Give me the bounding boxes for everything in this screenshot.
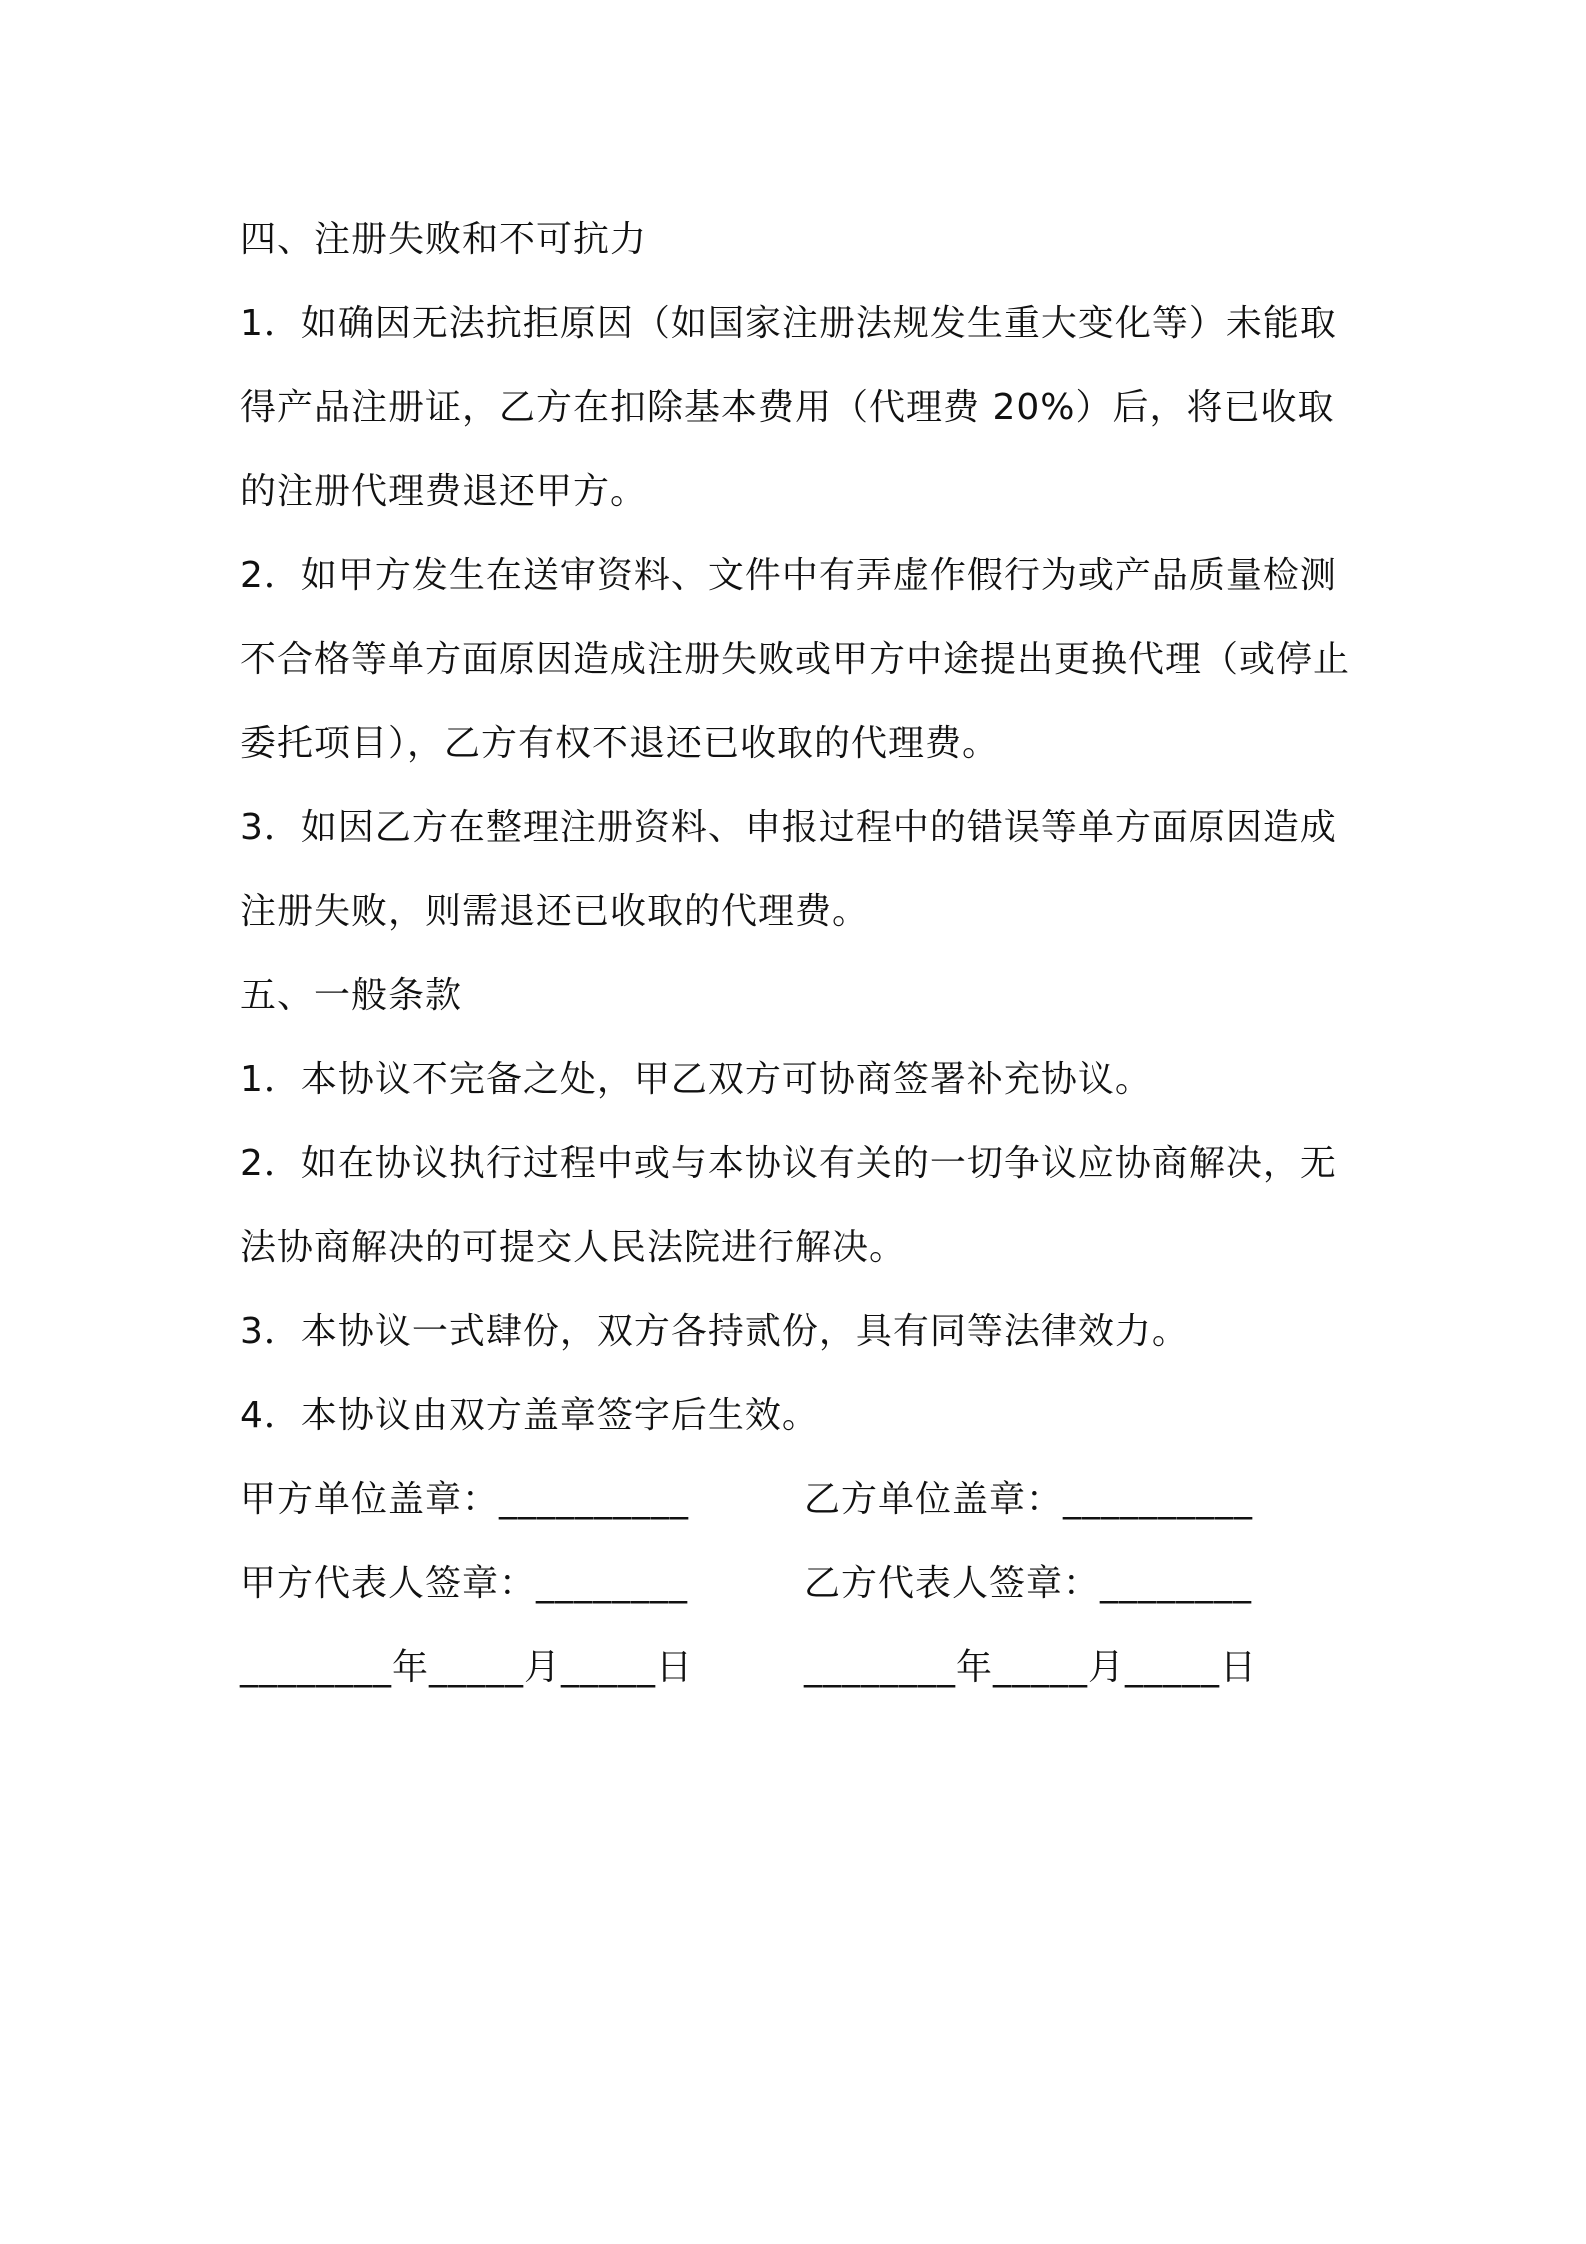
document-body — [240, 198, 1360, 1710]
paragraph-line: 注册失败，则需退还已收取的代理费。 — [240, 891, 870, 932]
party-a-date-field: ________年_____月_____日 — [240, 1647, 693, 1688]
paragraph-line: 法协商解决的可提交人民法院进行解决。 — [240, 1227, 907, 1268]
section-heading-force-majeure: 四、注册失败和不可抗力 — [240, 219, 648, 260]
party-a-representative-field: 甲方代表人签章：________ — [240, 1563, 689, 1604]
paragraph-line: 3．本协议一式肆份，双方各持贰份，具有同等法律效力。 — [240, 1311, 1189, 1352]
party-b-representative-field: 乙方代表人签章：________ — [804, 1563, 1253, 1604]
paragraph-line: 1．本协议不完备之处，甲乙双方可协商签署补充协议。 — [240, 1059, 1152, 1100]
party-a-seal-field: 甲方单位盖章：__________ — [240, 1479, 690, 1520]
signature-row-seal — [240, 1458, 1360, 1542]
paragraph-line: 2．如甲方发生在送审资料、文件中有弄虚作假行为或产品质量检测 — [240, 555, 1337, 596]
paragraph-line: 不合格等单方面原因造成注册失败或甲方中途提出更换代理（或停止 — [240, 639, 1351, 680]
paragraph-line: 3．如因乙方在整理注册资料、申报过程中的错误等单方面原因造成 — [240, 807, 1337, 848]
signature-row-representative — [240, 1542, 1360, 1626]
paragraph-line: 2．如在协议执行过程中或与本协议有关的一切争议应协商解决，无 — [240, 1143, 1337, 1184]
paragraph-line: 1．如确因无法抗拒原因（如国家注册法规发生重大变化等）未能取 — [240, 303, 1337, 344]
party-b-seal-field: 乙方单位盖章：__________ — [804, 1479, 1254, 1520]
signature-row-date — [240, 1626, 1360, 1710]
paragraph-line: 的注册代理费退还甲方。 — [240, 471, 648, 512]
paragraph-line: 得产品注册证，乙方在扣除基本费用（代理费 20%）后，将已收取 — [240, 387, 1335, 428]
paragraph-line: 4．本协议由双方盖章签字后生效。 — [240, 1395, 819, 1436]
party-b-date-field: ________年_____月_____日 — [804, 1647, 1257, 1688]
paragraph-line: 委托项目），乙方有权不退还已收取的代理费。 — [240, 723, 1000, 764]
section-heading-general-terms: 五、一般条款 — [240, 975, 463, 1016]
